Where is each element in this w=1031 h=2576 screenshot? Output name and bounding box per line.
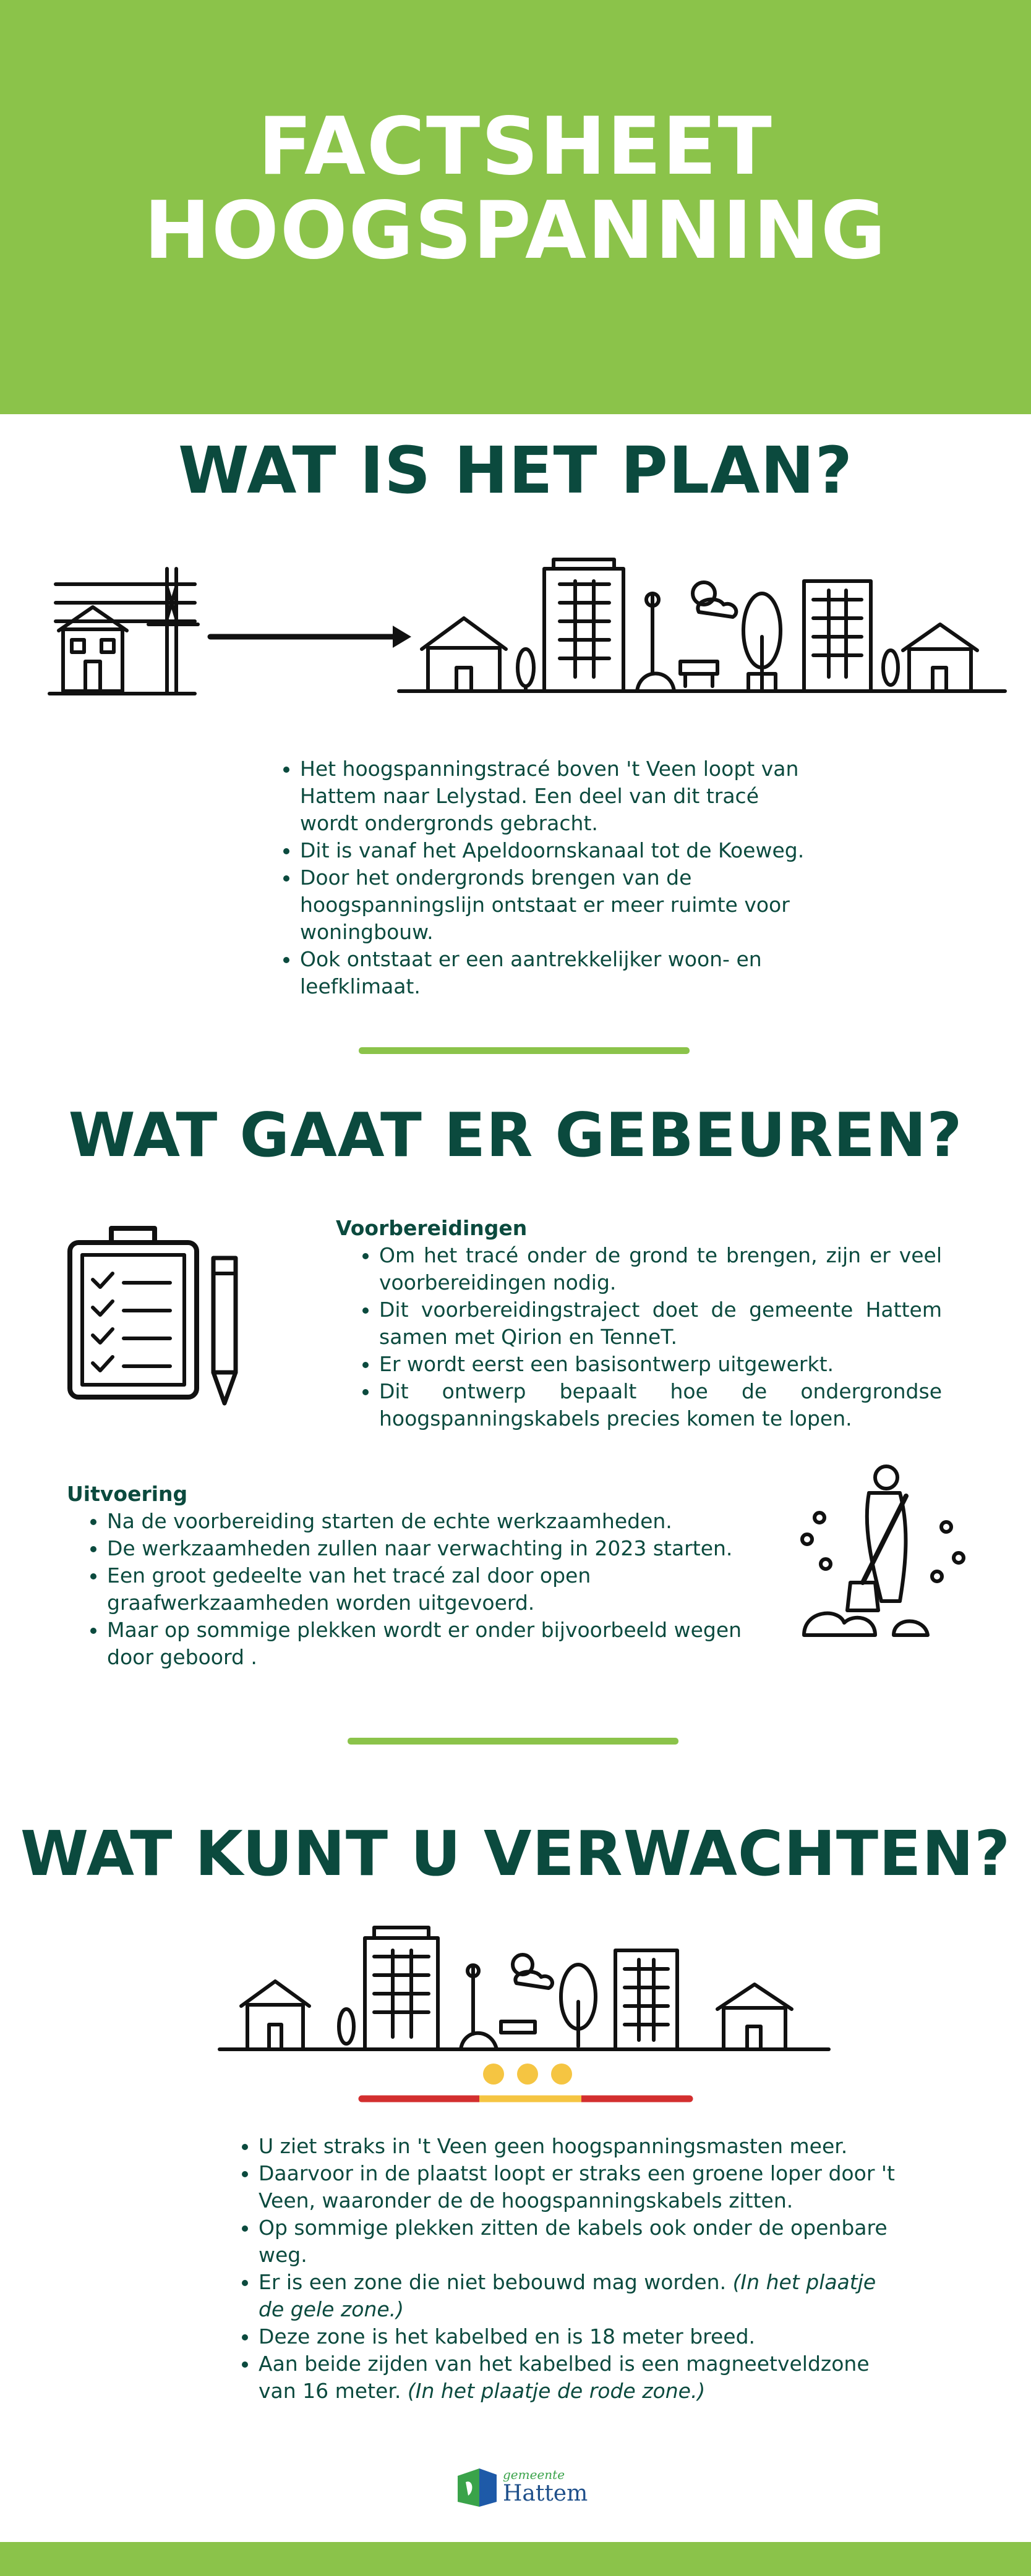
plan-bullets bbox=[281, 755, 807, 1000]
list-item: • Dit ontwerp bepaalt hoe de ondergrondse hoogspanningskabels precies komen te lopen. bbox=[379, 1378, 942, 1432]
cable-dot bbox=[551, 2064, 572, 2085]
list-item: • Maar op sommige plekken wordt er onder bijvoorbeeld wegen door geboord . bbox=[107, 1617, 747, 1671]
voorbereidingen-block bbox=[336, 1215, 942, 1432]
list-item: • Een groot gedeelte van het tracé zal door open graafwerkzaamheden worden uitgevoerd. bbox=[107, 1562, 747, 1617]
footer-bar bbox=[0, 2542, 1031, 2576]
uitvoering-heading: Uitvoering bbox=[67, 1482, 188, 1506]
section-title-plan: WAT IS HET PLAN? bbox=[178, 433, 853, 508]
list-item: • Aan beide zijden van het kabelbed is een magneetveldzone van 16 meter. (In het plaatje de rode zone.) bbox=[259, 2350, 896, 2405]
verwachten-bullets bbox=[240, 2133, 896, 2405]
zone-note: (In het plaatje de rode zone.) bbox=[407, 2379, 706, 2403]
worker-digging-icon bbox=[795, 1459, 974, 1644]
list-item: • Door het ondergronds brengen van de hoogspanningslijn ontstaat er meer ruimte voor woningbouw. bbox=[300, 864, 807, 946]
list-item: • De werkzaamheden zullen naar verwachting in 2023 starten. bbox=[107, 1535, 747, 1562]
list-item: • Dit is vanaf het Apeldoornskanaal tot de Koeweg. bbox=[300, 837, 807, 864]
arrow-icon bbox=[210, 626, 411, 648]
list-item: • Na de voorbereiding starten de echte werkzaamheden. bbox=[107, 1508, 747, 1535]
hattem-logo bbox=[455, 2463, 603, 2513]
list-item: • Dit voorbereidingstraject doet de gemeente Hattem samen met Qirion en TenneT. bbox=[379, 1296, 942, 1351]
list-item: • Daarvoor in de plaatst loopt er straks een groene loper door 't Veen, waaronder de de hoogspanningskabels zitten. bbox=[259, 2160, 896, 2214]
voorbereidingen-heading: Voorbereidingen bbox=[336, 1216, 528, 1240]
uitvoering-block bbox=[67, 1481, 747, 1671]
zone-note: (In het plaatje de gele zone.) bbox=[259, 2270, 876, 2321]
list-item: • Het hoogspanningstracé boven 't Veen loopt van Hattem naar Lelystad. Een deel van dit tracé wordt ondergronds gebracht. bbox=[300, 755, 807, 837]
divider bbox=[359, 1047, 690, 1054]
divider bbox=[348, 1738, 678, 1745]
list-item: • Ook ontstaat er een aantrekkelijker woon- en leefklimaat. bbox=[300, 946, 807, 1000]
clipboard-icon bbox=[65, 1221, 250, 1419]
section-title-verwachten: WAT KUNT U VERWACHTEN? bbox=[20, 1817, 1011, 1890]
title-line-1: FACTSHEET bbox=[258, 101, 773, 193]
logo-name: Hattem bbox=[503, 2481, 588, 2506]
section-title-gebeuren: WAT GAAT ER GEBEUREN? bbox=[68, 1100, 963, 1171]
cable-dot bbox=[517, 2064, 538, 2085]
list-item: • Er is een zone die niet bebouwd mag worden. (In het plaatje de gele zone.) bbox=[259, 2269, 896, 2323]
list-item: • Op sommige plekken zitten de kabels ook onder de openbare weg. bbox=[259, 2214, 896, 2269]
skyline-icon bbox=[399, 559, 1005, 691]
cable-dot bbox=[483, 2064, 504, 2085]
logo-mark-icon bbox=[455, 2463, 498, 2510]
title-line-2: HOOGSPANNING bbox=[143, 184, 888, 277]
list-item: • Om het tracé onder de grond te brengen, zijn er veel voorbereidingen nodig. bbox=[379, 1242, 942, 1296]
green-corridor-illustration bbox=[220, 1923, 832, 2108]
list-item: • Er wordt eerst een basisontwerp uitgewerkt. bbox=[379, 1351, 942, 1378]
list-item: • Deze zone is het kabelbed en is 18 meter breed. bbox=[259, 2323, 896, 2350]
list-item: • U ziet straks in 't Veen geen hoogspanningsmasten meer. bbox=[259, 2133, 896, 2160]
plan-illustration bbox=[49, 556, 1014, 699]
logo-small-text: gemeente bbox=[503, 2467, 565, 2482]
page-title bbox=[0, 101, 1031, 277]
